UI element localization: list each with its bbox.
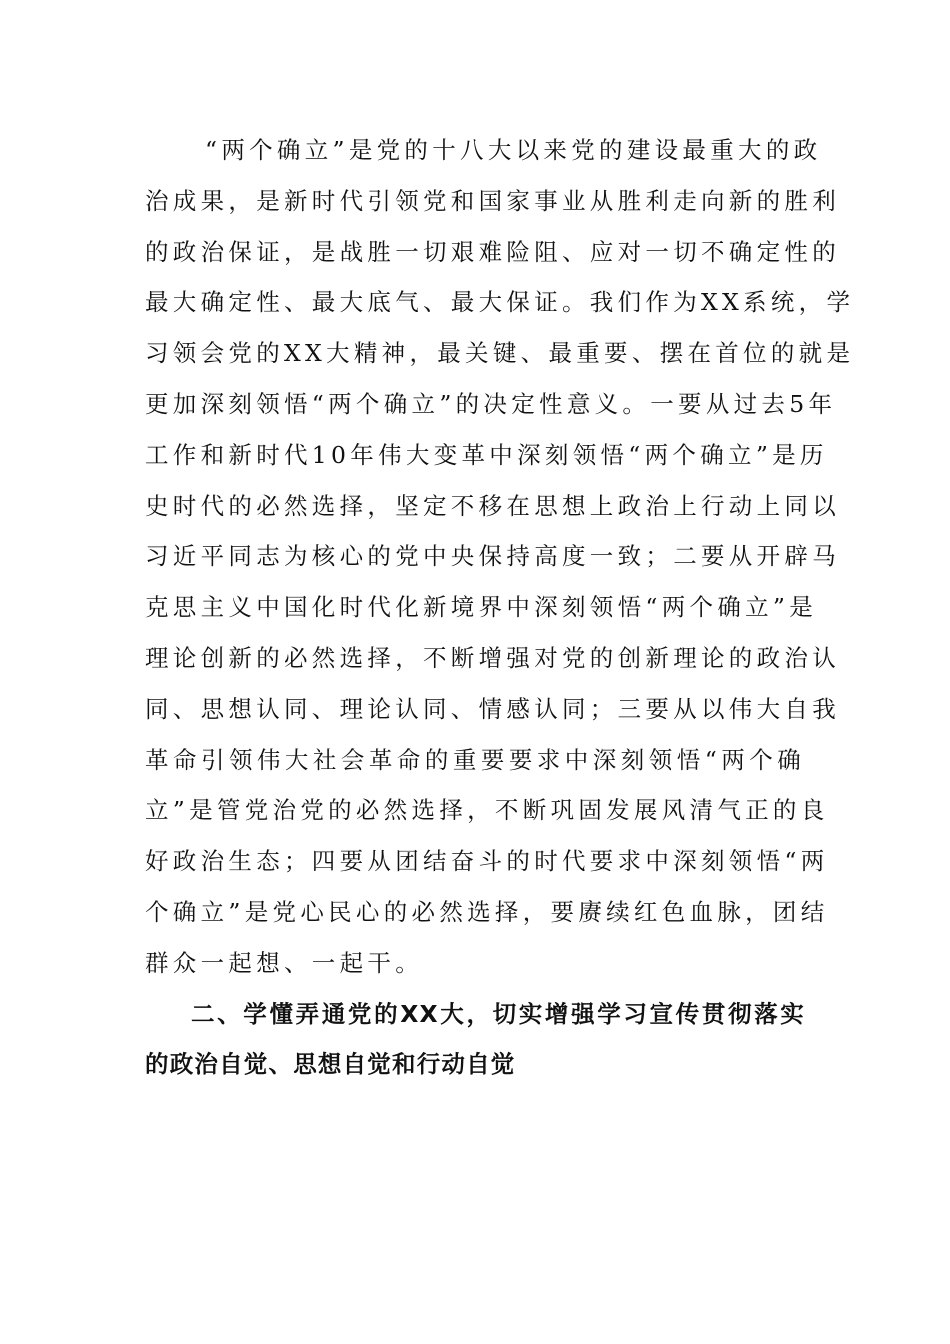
paragraph-line-11: 理论创新的必然选择，不断增强对党的创新理论的政治认 — [145, 643, 840, 672]
paragraph-line-17: 群众一起想、一起干。 — [145, 948, 423, 977]
paragraph-line-10: 克思主义中国化时代化新境界中深刻领悟“两个确立”是 — [145, 593, 818, 622]
paragraph-line-12: 同、思想认同、理论认同、情感认同；三要从以伟大自我 — [145, 694, 840, 723]
paragraph-line-4: 最大确定性、最大底气、最大保证。我们作为XX系统，学 — [145, 288, 855, 317]
paragraph-line-9: 习近平同志为核心的党中央保持高度一致；二要从开辟马 — [145, 542, 840, 571]
body-paragraph — [145, 125, 855, 989]
heading-line-2: 的政治自觉、思想自觉和行动自觉 — [145, 1050, 516, 1079]
paragraph-line-13: 革命引领伟大社会革命的重要要求中深刻领悟“两个确 — [145, 745, 805, 774]
document-body — [145, 125, 855, 1090]
heading-line-1: 二、学懂弄通党的XX大，切实增强学习宣传贯彻落实 — [191, 999, 805, 1028]
paragraph-line-7: 工作和新时代10年伟大变革中深刻领悟“两个确立”是历 — [145, 440, 828, 469]
section-heading — [145, 989, 805, 1091]
paragraph-line-8: 史时代的必然选择，坚定不移在思想上政治上行动上同以 — [145, 491, 840, 520]
paragraph-line-15: 好政治生态；四要从团结奋斗的时代要求中深刻领悟“两 — [145, 847, 829, 876]
paragraph-line-5: 习领会党的XX大精神，最关键、最重要、摆在首位的就是 — [145, 339, 855, 368]
paragraph-line-16: 个确立”是党心民心的必然选择，要赓续红色血脉，团结 — [145, 897, 829, 926]
paragraph-line-1: “两个确立”是党的十八大以来党的建设最重大的政 — [205, 136, 822, 164]
paragraph-line-6: 更加深刻领悟“两个确立”的决定性意义。一要从过去5年 — [145, 389, 837, 418]
paragraph-line-14: 立”是管党治党的必然选择，不断巩固发展风清气正的良 — [145, 796, 829, 825]
paragraph-line-2: 治成果，是新时代引领党和国家事业从胜利走向新的胜利 — [145, 186, 840, 215]
paragraph-line-3: 的政治保证，是战胜一切艰难险阻、应对一切不确定性的 — [145, 237, 840, 266]
